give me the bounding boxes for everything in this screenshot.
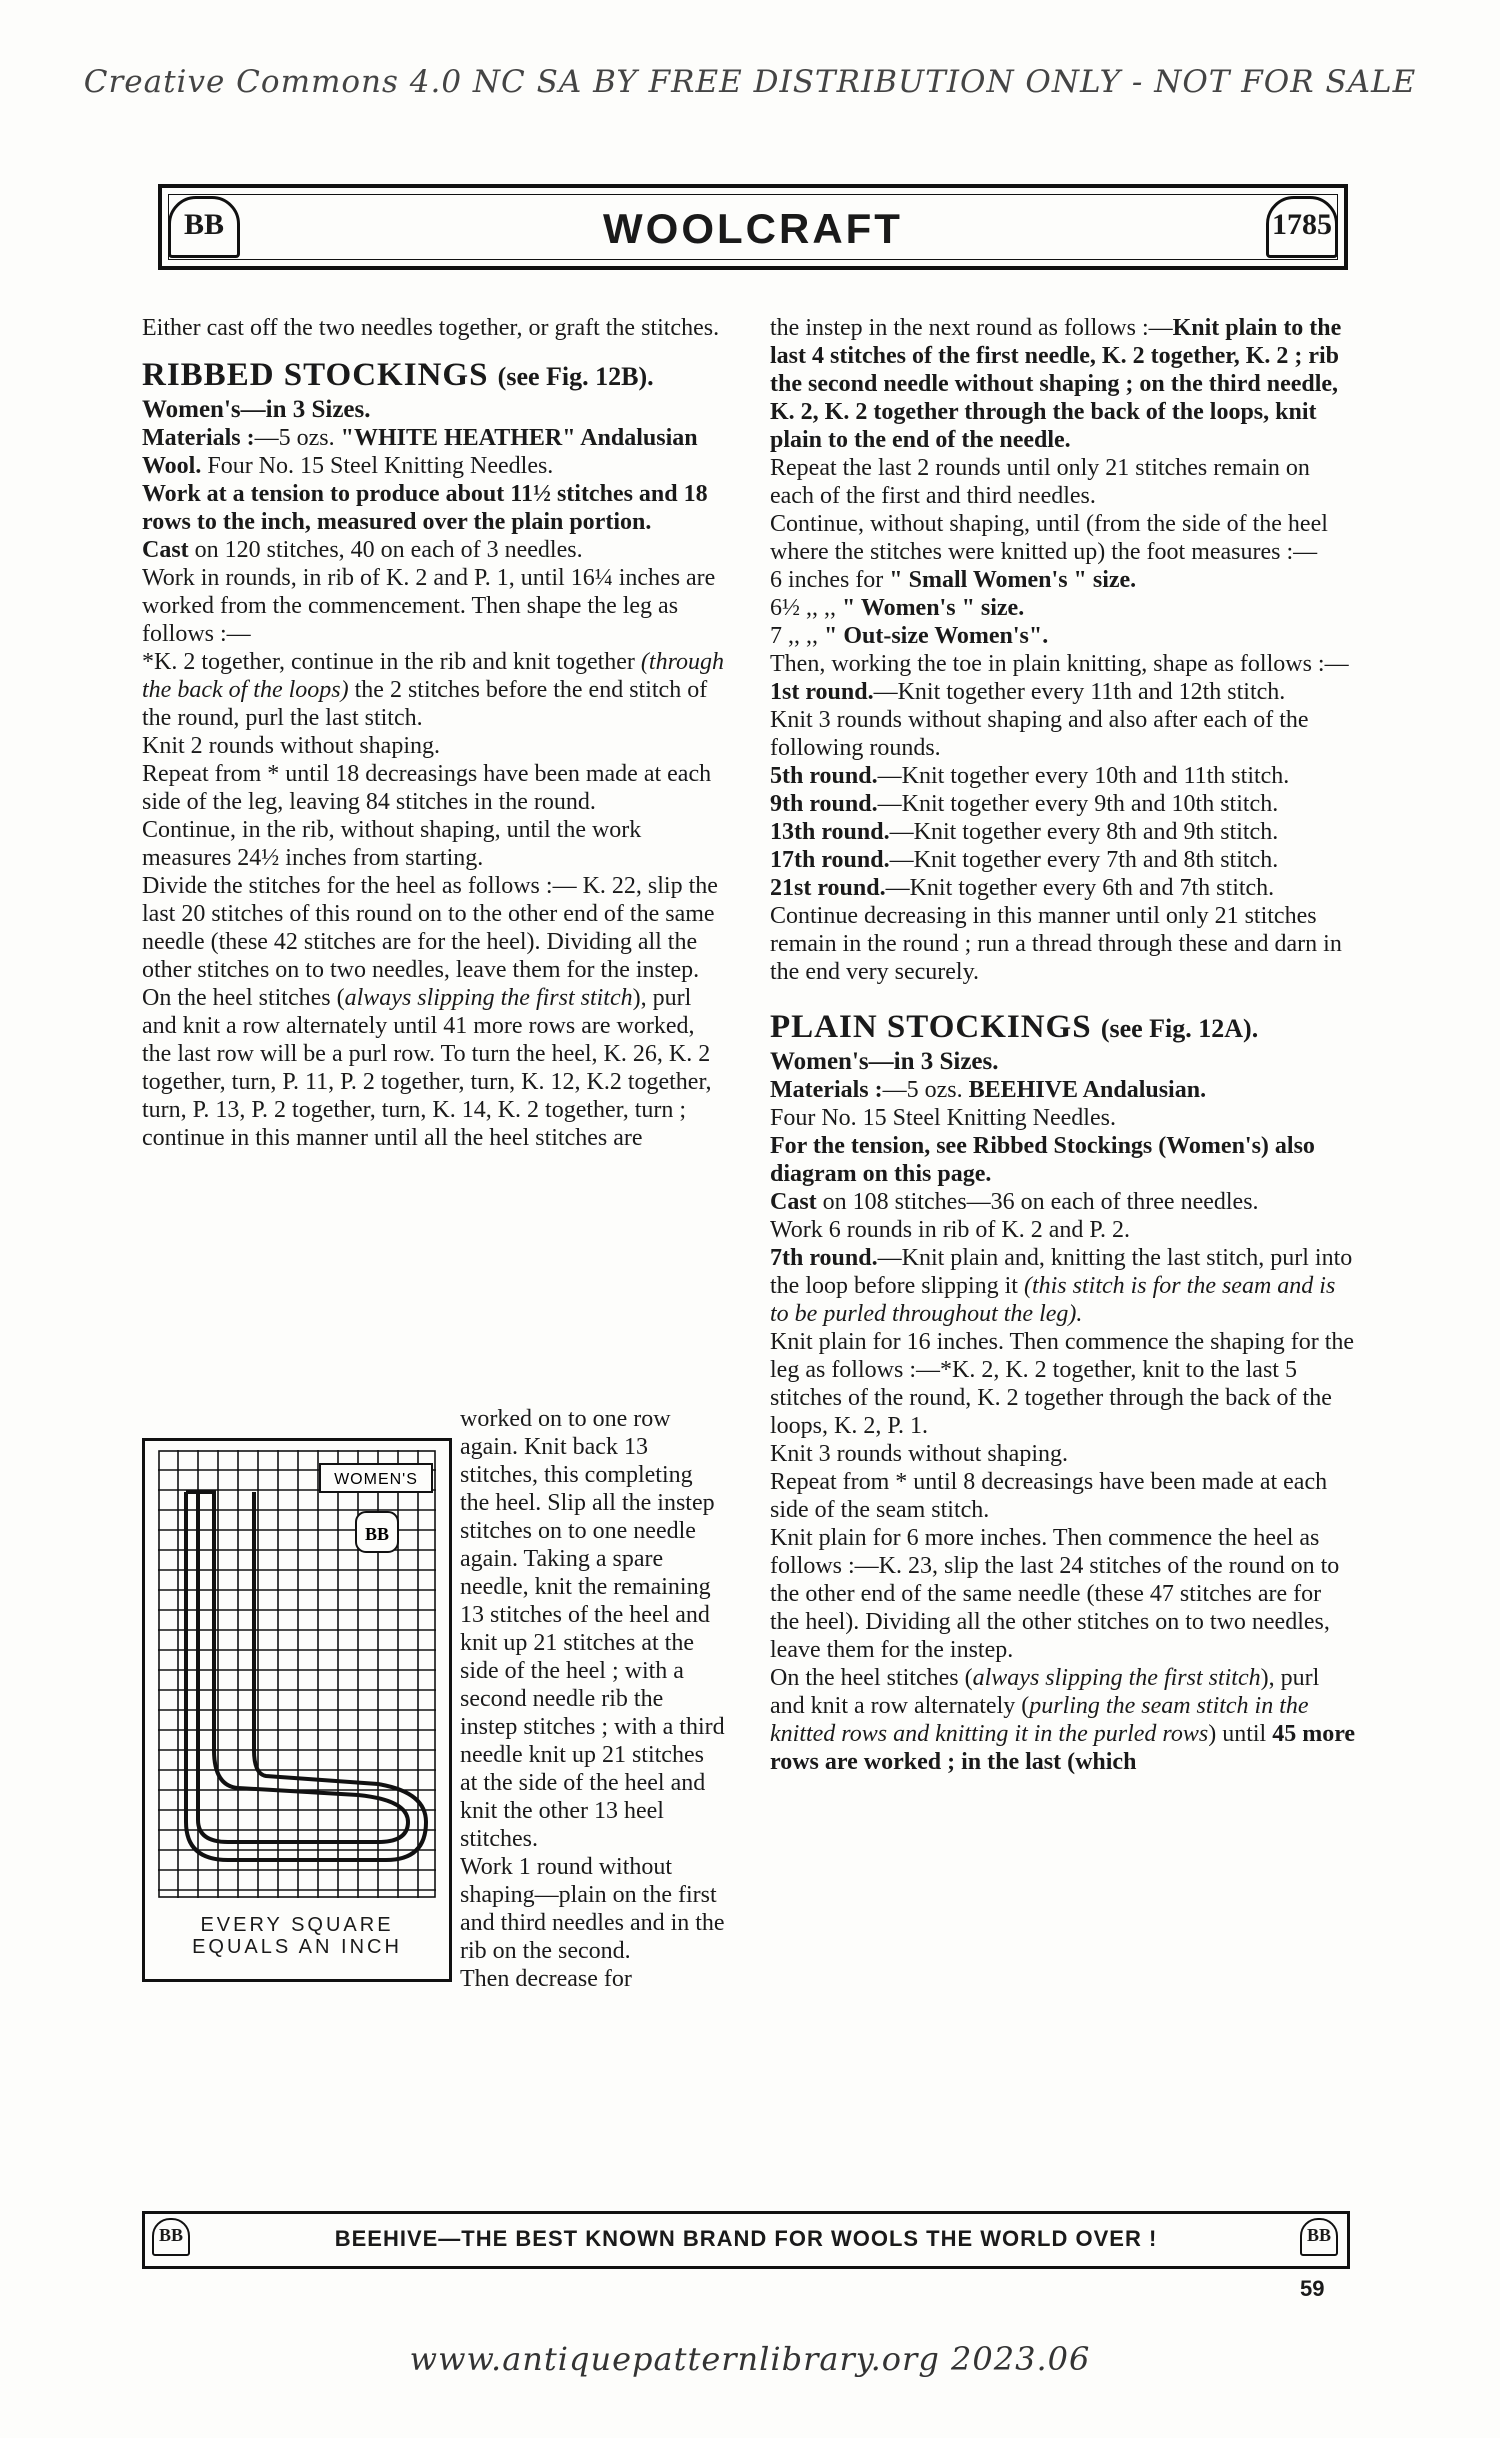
ribbed-cast-on: Cast on 120 stitches, 40 on each of 3 needles. (142, 537, 583, 563)
instruction-paragraph: Then, working the toe in plain knitting, shape as follows :— (770, 651, 1349, 677)
instruction-paragraph: Work in rounds, in rib of K. 2 and P. 1, until 16¼ inches are worked from the commencement. Then shape the leg as follows :— (142, 565, 716, 647)
size-line: 7 ,, ,, " Out-size Women's". (770, 623, 1049, 649)
instruction-paragraph: worked on to one row again. Knit back 13 stitches, this completing the heel. Slip all the instep stitches on to one needle again. Taking a spare needle, knit the remaining 13 stitches of the heel and knit up 21 stitches at the side of the heel ; with a second needle rib the instep stitches ; with a third needle knit up 21 stitches at the side of the heel and knit the other 13 heel stitches. (460, 1406, 725, 1852)
ribbed-materials: Materials :—5 ozs. "WHITE HEATHER" Andalusian Wool. Four No. 15 Steel Knitting Needles. (142, 425, 698, 479)
left-column (142, 314, 726, 1152)
beehive-logo-right: 1785 (1266, 196, 1338, 258)
ribbed-sizes: Women's—in 3 Sizes. (142, 396, 371, 423)
instruction-paragraph: Continue, without shaping, until (from the side of the heel where the stitches were knitted up) the foot measures :— (770, 511, 1328, 565)
right-column (770, 314, 1356, 1776)
footer-logo-right: BB (1300, 2218, 1338, 2256)
instruction-paragraph: Continue decreasing in this manner until only 21 stitches remain in the round ; run a thread through these and darn in the end very securely. (770, 903, 1342, 985)
instruction-paragraph: Knit 3 rounds without shaping. (770, 1441, 1068, 1467)
diagram-caption: EVERY SQUARE EQUALS AN INCH (192, 1914, 402, 1958)
diagram-label: WOMEN'S (334, 1471, 418, 1488)
instruction-paragraph: Knit 2 rounds without shaping. (142, 733, 440, 759)
instruction-paragraph: Repeat from * until 8 decreasings have been made at each side of the seam stitch. (770, 1469, 1328, 1523)
footer-logo-left: BB (152, 2218, 190, 2256)
size-line: 6½ ,, ,, " Women's " size. (770, 595, 1025, 621)
diagram-logo: BB (364, 1524, 390, 1544)
instruction-paragraph: Work 6 rounds in rib of K. 2 and P. 2. (770, 1217, 1131, 1243)
size-line: 6 inches for " Small Women's " size. (770, 567, 1137, 593)
page-number: 59 (1300, 2276, 1325, 2301)
page-title: WOOLCRAFT (603, 205, 903, 252)
ribbed-heading: RIBBED STOCKINGS (see Fig. 12B). (142, 357, 654, 393)
beehive-logo-left: BB (168, 196, 240, 258)
round-instruction: 21st round.—Knit together every 6th and 7th stitch. (770, 875, 1275, 901)
round-instruction: 1st round.—Knit together every 11th and 12th stitch. (770, 679, 1286, 705)
round-instruction: 7th round.—Knit plain and, knitting the last stitch, purl into the loop before slipping it (this stitch is for the seam and is to be purled throughout the leg). (770, 1245, 1353, 1327)
instruction-paragraph: Then decrease for (460, 1966, 632, 1992)
instruction-paragraph: Repeat from * until 18 decreasings have been made at each side of the leg, leaving 84 stitches in the round. (142, 761, 712, 815)
license-banner: Creative Commons 4.0 NC SA BY FREE DISTRIBUTION ONLY - NOT FOR SALE (83, 64, 1417, 100)
instruction-paragraph: the instep in the next round as follows :—Knit plain to the last 4 stitches of the first needle, K. 2 together, K. 2 ; rib the second needle without shaping ; on the third needle, K. 2, K. 2 together through the back of the loops, knit plain to the end of the needle. (770, 315, 1342, 453)
instruction-paragraph: Knit 3 rounds without shaping and also after each of the following rounds. (770, 707, 1309, 761)
middle-column (460, 1405, 726, 1993)
round-instruction: 9th round.—Knit together every 9th and 10th stitch. (770, 791, 1279, 817)
round-instruction: 13th round.—Knit together every 8th and 9th stitch. (770, 819, 1279, 845)
instruction-paragraph: Knit plain for 16 inches. Then commence the shaping for the leg as follows :—*K. 2, K. 2 together, knit to the last 5 stitches of the round, K. 2 together through the back of the loops, K. 2, P. 1. (770, 1329, 1355, 1439)
round-instruction: 5th round.—Knit together every 10th and 11th stitch. (770, 763, 1290, 789)
plain-needles: Four No. 15 Steel Knitting Needles. (770, 1105, 1116, 1131)
round-instruction: 17th round.—Knit together every 7th and 8th stitch. (770, 847, 1279, 873)
instruction-paragraph: Knit plain for 6 more inches. Then commence the heel as follows :—K. 23, slip the last 24 stitches of the round on to the other end of the same needle (these 47 stitches are for the heel). Dividing all the other stitches on to two needles, leave them for the instep. (770, 1525, 1340, 1663)
plain-tension: For the tension, see Ribbed Stockings (Women's) also diagram on this page. (770, 1133, 1315, 1187)
instruction-paragraph: On the heel stitches (always slipping the first stitch), purl and knit a row alternately until 41 more rows are worked, the last row will be a purl row. To turn the heel, K. 26, K. 2 together, turn, P. 11, P. 2 together, turn, K. 12, K.2 together, turn, P. 13, P. 2 together, turn, K. 14, K. 2 together, turn ; continue in this manner until all the heel stitches are (142, 985, 712, 1151)
ribbed-tension: Work at a tension to produce about 11½ stitches and 18 rows to the inch, measured over the plain portion. (142, 481, 708, 535)
website-watermark: www.antiquepatternlibrary.org 2023.06 (409, 2340, 1091, 2378)
plain-heading: PLAIN STOCKINGS (see Fig. 12A). (770, 1009, 1259, 1045)
footer-slogan: BEEHIVE—THE BEST KNOWN BRAND FOR WOOLS THE WORLD OVER ! (334, 2226, 1158, 2251)
instruction-paragraph: Divide the stitches for the heel as follows :— K. 22, slip the last 20 stitches of this round on to the other end of the same needle (these 42 stitches are for the heel). Dividing all the other stitches on to two needles, leave them for the instep. (142, 873, 718, 983)
inch-grid (158, 1450, 436, 1898)
intro-paragraph: Either cast off the two needles together, or graft the stitches. (142, 315, 720, 341)
plain-cast-on: Cast on 108 stitches—36 on each of three needles. (770, 1189, 1259, 1215)
plain-materials: Materials :—5 ozs. BEEHIVE Andalusian. (770, 1077, 1207, 1103)
instruction-paragraph: *K. 2 together, continue in the rib and knit together (through the back of the loops) the 2 stitches before the end stitch of the round, purl the last stitch. (142, 649, 725, 731)
instruction-paragraph: Continue, in the rib, without shaping, until the work measures 24½ inches from starting. (142, 817, 642, 871)
plain-sizes: Women's—in 3 Sizes. (770, 1048, 999, 1075)
instruction-paragraph: Work 1 round without shaping—plain on the first and third needles and in the rib on the second. (460, 1854, 725, 1964)
instruction-paragraph: On the heel stitches (always slipping the first stitch), purl and knit a row alternately (purling the seam stitch in the knitted rows and knitting it in the purled rows) until 45 more rows are worked ; in the last (which (770, 1665, 1356, 1775)
instruction-paragraph: Repeat the last 2 rounds until only 21 stitches remain on each of the first and third needles. (770, 455, 1310, 509)
